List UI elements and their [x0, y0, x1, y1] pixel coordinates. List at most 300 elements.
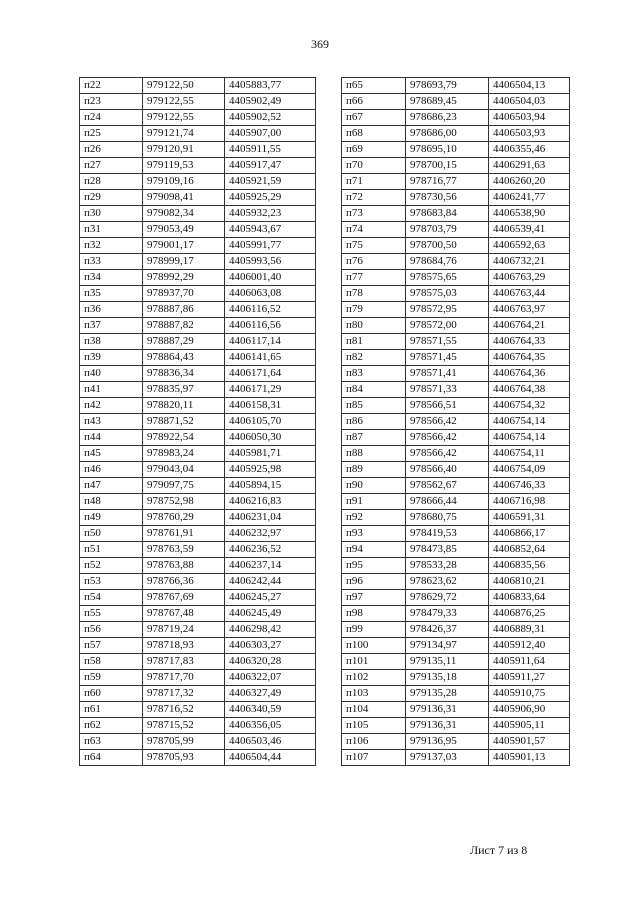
point-id-cell: п81 [342, 334, 406, 350]
x-coordinate-cell: 978717,70 [143, 670, 225, 686]
point-id-cell: п55 [80, 606, 143, 622]
y-coordinate-cell: 4405921,59 [225, 174, 316, 190]
point-id-cell: п34 [80, 270, 143, 286]
point-id-cell: п64 [80, 750, 143, 766]
y-coordinate-cell: 4406764,38 [489, 382, 570, 398]
table-row [80, 398, 316, 414]
x-coordinate-cell: 978703,79 [406, 222, 489, 238]
point-id-cell: п97 [342, 590, 406, 606]
y-coordinate-cell: 4406245,49 [225, 606, 316, 622]
point-id-cell: п77 [342, 270, 406, 286]
y-coordinate-cell: 4406866,17 [489, 526, 570, 542]
x-coordinate-cell: 978566,42 [406, 446, 489, 462]
point-id-cell: п59 [80, 670, 143, 686]
table-row [342, 606, 570, 622]
y-coordinate-cell: 4405902,52 [225, 110, 316, 126]
table-row [342, 110, 570, 126]
y-coordinate-cell: 4406141,65 [225, 350, 316, 366]
y-coordinate-cell: 4406171,29 [225, 382, 316, 398]
table-row [342, 734, 570, 750]
x-coordinate-cell: 979109,16 [143, 174, 225, 190]
x-coordinate-cell: 978835,97 [143, 382, 225, 398]
x-coordinate-cell: 978820,11 [143, 398, 225, 414]
point-id-cell: п31 [80, 222, 143, 238]
table-row [80, 238, 316, 254]
y-coordinate-cell: 4406356,05 [225, 718, 316, 734]
table-row [342, 622, 570, 638]
table-row [342, 78, 570, 94]
x-coordinate-cell: 978629,72 [406, 590, 489, 606]
x-coordinate-cell: 978705,99 [143, 734, 225, 750]
point-id-cell: п58 [80, 654, 143, 670]
page-number: 369 [311, 37, 329, 51]
point-id-cell: п107 [342, 750, 406, 766]
point-id-cell: п99 [342, 622, 406, 638]
y-coordinate-cell: 4405894,15 [225, 478, 316, 494]
y-coordinate-cell: 4405902,49 [225, 94, 316, 110]
x-coordinate-cell: 978922,54 [143, 430, 225, 446]
point-id-cell: п61 [80, 702, 143, 718]
point-id-cell: п92 [342, 510, 406, 526]
x-coordinate-cell: 978695,10 [406, 142, 489, 158]
point-id-cell: п56 [80, 622, 143, 638]
x-coordinate-cell: 979122,55 [143, 110, 225, 126]
table-row [80, 110, 316, 126]
x-coordinate-cell: 978871,52 [143, 414, 225, 430]
table-row [80, 414, 316, 430]
y-coordinate-cell: 4405925,29 [225, 190, 316, 206]
point-id-cell: п50 [80, 526, 143, 542]
table-row [80, 94, 316, 110]
x-coordinate-cell: 978683,84 [406, 206, 489, 222]
y-coordinate-cell: 4406763,97 [489, 302, 570, 318]
x-coordinate-cell: 978479,33 [406, 606, 489, 622]
table-row [342, 366, 570, 382]
point-id-cell: п101 [342, 654, 406, 670]
point-id-cell: п73 [342, 206, 406, 222]
point-id-cell: п30 [80, 206, 143, 222]
x-coordinate-cell: 979120,91 [143, 142, 225, 158]
y-coordinate-cell: 4406746,33 [489, 478, 570, 494]
point-id-cell: п40 [80, 366, 143, 382]
y-coordinate-cell: 4406116,56 [225, 318, 316, 334]
point-id-cell: п67 [342, 110, 406, 126]
table-row [80, 430, 316, 446]
y-coordinate-cell: 4406764,36 [489, 366, 570, 382]
point-id-cell: п82 [342, 350, 406, 366]
point-id-cell: п57 [80, 638, 143, 654]
y-coordinate-cell: 4405910,75 [489, 686, 570, 702]
table-row [342, 270, 570, 286]
point-id-cell: п33 [80, 254, 143, 270]
point-id-cell: п44 [80, 430, 143, 446]
table-row [342, 638, 570, 654]
y-coordinate-cell: 4405911,55 [225, 142, 316, 158]
x-coordinate-cell: 979136,31 [406, 702, 489, 718]
y-coordinate-cell: 4406298,42 [225, 622, 316, 638]
y-coordinate-cell: 4406001,40 [225, 270, 316, 286]
table-row [80, 526, 316, 542]
y-coordinate-cell: 4406355,46 [489, 142, 570, 158]
x-coordinate-cell: 979097,75 [143, 478, 225, 494]
table-row [80, 382, 316, 398]
table-row [342, 126, 570, 142]
point-id-cell: п93 [342, 526, 406, 542]
x-coordinate-cell: 978572,95 [406, 302, 489, 318]
table-row [80, 590, 316, 606]
point-id-cell: п39 [80, 350, 143, 366]
point-id-cell: п35 [80, 286, 143, 302]
table-row [342, 398, 570, 414]
point-id-cell: п106 [342, 734, 406, 750]
table-row [342, 430, 570, 446]
coordinates-table-left [79, 77, 316, 766]
x-coordinate-cell: 978999,17 [143, 254, 225, 270]
x-coordinate-cell: 979135,11 [406, 654, 489, 670]
table-row [342, 510, 570, 526]
y-coordinate-cell: 4406236,52 [225, 542, 316, 558]
point-id-cell: п65 [342, 78, 406, 94]
x-coordinate-cell: 979121,74 [143, 126, 225, 142]
y-coordinate-cell: 4406764,21 [489, 318, 570, 334]
y-coordinate-cell: 4405901,13 [489, 750, 570, 766]
x-coordinate-cell: 978666,44 [406, 494, 489, 510]
point-id-cell: п83 [342, 366, 406, 382]
x-coordinate-cell: 978716,77 [406, 174, 489, 190]
point-id-cell: п80 [342, 318, 406, 334]
point-id-cell: п22 [80, 78, 143, 94]
point-id-cell: п29 [80, 190, 143, 206]
y-coordinate-cell: 4405911,27 [489, 670, 570, 686]
table-row [342, 334, 570, 350]
table-row [80, 446, 316, 462]
y-coordinate-cell: 4406764,33 [489, 334, 570, 350]
y-coordinate-cell: 4406876,25 [489, 606, 570, 622]
x-coordinate-cell: 978763,59 [143, 542, 225, 558]
x-coordinate-cell: 979136,31 [406, 718, 489, 734]
point-id-cell: п96 [342, 574, 406, 590]
x-coordinate-cell: 978887,29 [143, 334, 225, 350]
table-row [342, 590, 570, 606]
table-row [80, 78, 316, 94]
point-id-cell: п38 [80, 334, 143, 350]
point-id-cell: п74 [342, 222, 406, 238]
x-coordinate-cell: 978571,55 [406, 334, 489, 350]
table-row [342, 670, 570, 686]
y-coordinate-cell: 4406503,46 [225, 734, 316, 750]
table-row [342, 318, 570, 334]
point-id-cell: п49 [80, 510, 143, 526]
x-coordinate-cell: 979135,18 [406, 670, 489, 686]
point-id-cell: п42 [80, 398, 143, 414]
point-id-cell: п48 [80, 494, 143, 510]
x-coordinate-cell: 978566,40 [406, 462, 489, 478]
y-coordinate-cell: 4406050,30 [225, 430, 316, 446]
point-id-cell: п41 [80, 382, 143, 398]
x-coordinate-cell: 978686,00 [406, 126, 489, 142]
table-row [80, 318, 316, 334]
coordinates-table-right [341, 77, 570, 766]
x-coordinate-cell: 978715,52 [143, 718, 225, 734]
y-coordinate-cell: 4406291,63 [489, 158, 570, 174]
x-coordinate-cell: 978623,62 [406, 574, 489, 590]
x-coordinate-cell: 978426,37 [406, 622, 489, 638]
table-row [80, 494, 316, 510]
x-coordinate-cell: 978983,24 [143, 446, 225, 462]
y-coordinate-cell: 4405883,77 [225, 78, 316, 94]
y-coordinate-cell: 4406063,08 [225, 286, 316, 302]
y-coordinate-cell: 4406764,35 [489, 350, 570, 366]
y-coordinate-cell: 4406245,27 [225, 590, 316, 606]
point-id-cell: п104 [342, 702, 406, 718]
point-id-cell: п79 [342, 302, 406, 318]
x-coordinate-cell: 978763,88 [143, 558, 225, 574]
point-id-cell: п76 [342, 254, 406, 270]
point-id-cell: п43 [80, 414, 143, 430]
x-coordinate-cell: 978937,70 [143, 286, 225, 302]
y-coordinate-cell: 4406158,31 [225, 398, 316, 414]
table-row [80, 302, 316, 318]
x-coordinate-cell: 978864,43 [143, 350, 225, 366]
point-id-cell: п85 [342, 398, 406, 414]
x-coordinate-cell: 978693,79 [406, 78, 489, 94]
table-row [342, 558, 570, 574]
x-coordinate-cell: 978760,29 [143, 510, 225, 526]
table-row [342, 718, 570, 734]
point-id-cell: п100 [342, 638, 406, 654]
y-coordinate-cell: 4406538,90 [489, 206, 570, 222]
x-coordinate-cell: 978767,69 [143, 590, 225, 606]
table-row [342, 382, 570, 398]
table-row [80, 270, 316, 286]
point-id-cell: п72 [342, 190, 406, 206]
x-coordinate-cell: 978571,41 [406, 366, 489, 382]
table-row [342, 750, 570, 766]
table-row [342, 206, 570, 222]
x-coordinate-cell: 979136,95 [406, 734, 489, 750]
point-id-cell: п63 [80, 734, 143, 750]
y-coordinate-cell: 4406754,11 [489, 446, 570, 462]
x-coordinate-cell: 978705,93 [143, 750, 225, 766]
x-coordinate-cell: 979053,49 [143, 222, 225, 238]
y-coordinate-cell: 4406835,56 [489, 558, 570, 574]
y-coordinate-cell: 4406504,44 [225, 750, 316, 766]
x-coordinate-cell: 978766,36 [143, 574, 225, 590]
y-coordinate-cell: 4406504,03 [489, 94, 570, 110]
y-coordinate-cell: 4406810,21 [489, 574, 570, 590]
x-coordinate-cell: 979135,28 [406, 686, 489, 702]
point-id-cell: п60 [80, 686, 143, 702]
y-coordinate-cell: 4406303,27 [225, 638, 316, 654]
point-id-cell: п90 [342, 478, 406, 494]
y-coordinate-cell: 4406260,20 [489, 174, 570, 190]
point-id-cell: п54 [80, 590, 143, 606]
sheet-footer: Лист 7 из 8 [470, 843, 528, 857]
point-id-cell: п28 [80, 174, 143, 190]
point-id-cell: п25 [80, 126, 143, 142]
y-coordinate-cell: 4405906,90 [489, 702, 570, 718]
point-id-cell: п70 [342, 158, 406, 174]
point-id-cell: п36 [80, 302, 143, 318]
point-id-cell: п98 [342, 606, 406, 622]
point-id-cell: п68 [342, 126, 406, 142]
table-row [342, 654, 570, 670]
table-row [80, 510, 316, 526]
x-coordinate-cell: 978575,65 [406, 270, 489, 286]
y-coordinate-cell: 4405943,67 [225, 222, 316, 238]
table-row [342, 462, 570, 478]
table-row [342, 446, 570, 462]
table-row [342, 254, 570, 270]
point-id-cell: п78 [342, 286, 406, 302]
table-row [80, 702, 316, 718]
table-row [80, 334, 316, 350]
point-id-cell: п89 [342, 462, 406, 478]
table-row [342, 526, 570, 542]
point-id-cell: п86 [342, 414, 406, 430]
y-coordinate-cell: 4406754,32 [489, 398, 570, 414]
table-row [80, 670, 316, 686]
table-row [80, 350, 316, 366]
y-coordinate-cell: 4406763,44 [489, 286, 570, 302]
table-row [342, 542, 570, 558]
x-coordinate-cell: 978992,29 [143, 270, 225, 286]
table-row [80, 126, 316, 142]
y-coordinate-cell: 4405917,47 [225, 158, 316, 174]
x-coordinate-cell: 978752,98 [143, 494, 225, 510]
point-id-cell: п66 [342, 94, 406, 110]
table-row [80, 750, 316, 766]
table-row [80, 718, 316, 734]
y-coordinate-cell: 4406171,64 [225, 366, 316, 382]
y-coordinate-cell: 4406237,14 [225, 558, 316, 574]
point-id-cell: п32 [80, 238, 143, 254]
x-coordinate-cell: 978571,45 [406, 350, 489, 366]
x-coordinate-cell: 978680,75 [406, 510, 489, 526]
table-row [342, 478, 570, 494]
point-id-cell: п24 [80, 110, 143, 126]
x-coordinate-cell: 978767,48 [143, 606, 225, 622]
x-coordinate-cell: 979134,97 [406, 638, 489, 654]
table-row [342, 142, 570, 158]
y-coordinate-cell: 4406322,07 [225, 670, 316, 686]
x-coordinate-cell: 979137,03 [406, 750, 489, 766]
table-row [80, 222, 316, 238]
y-coordinate-cell: 4406232,97 [225, 526, 316, 542]
table-row [80, 190, 316, 206]
point-id-cell: п95 [342, 558, 406, 574]
point-id-cell: п88 [342, 446, 406, 462]
table-row [80, 654, 316, 670]
point-id-cell: п47 [80, 478, 143, 494]
y-coordinate-cell: 4406340,59 [225, 702, 316, 718]
y-coordinate-cell: 4406592,63 [489, 238, 570, 254]
x-coordinate-cell: 978730,56 [406, 190, 489, 206]
y-coordinate-cell: 4405993,56 [225, 254, 316, 270]
point-id-cell: п51 [80, 542, 143, 558]
x-coordinate-cell: 978719,24 [143, 622, 225, 638]
table-row [80, 142, 316, 158]
point-id-cell: п62 [80, 718, 143, 734]
x-coordinate-cell: 978700,15 [406, 158, 489, 174]
table-row [342, 222, 570, 238]
y-coordinate-cell: 4405932,23 [225, 206, 316, 222]
point-id-cell: п69 [342, 142, 406, 158]
y-coordinate-cell: 4406763,29 [489, 270, 570, 286]
point-id-cell: п84 [342, 382, 406, 398]
y-coordinate-cell: 4405907,00 [225, 126, 316, 142]
table-row [80, 174, 316, 190]
table-row [80, 462, 316, 478]
y-coordinate-cell: 4406716,98 [489, 494, 570, 510]
point-id-cell: п71 [342, 174, 406, 190]
x-coordinate-cell: 978836,34 [143, 366, 225, 382]
x-coordinate-cell: 979082,34 [143, 206, 225, 222]
point-id-cell: п46 [80, 462, 143, 478]
x-coordinate-cell: 978686,23 [406, 110, 489, 126]
y-coordinate-cell: 4406539,41 [489, 222, 570, 238]
y-coordinate-cell: 4405911,64 [489, 654, 570, 670]
y-coordinate-cell: 4406320,28 [225, 654, 316, 670]
x-coordinate-cell: 979119,53 [143, 158, 225, 174]
y-coordinate-cell: 4406117,14 [225, 334, 316, 350]
table-row [342, 238, 570, 254]
x-coordinate-cell: 978700,50 [406, 238, 489, 254]
x-coordinate-cell: 978717,83 [143, 654, 225, 670]
point-id-cell: п45 [80, 446, 143, 462]
y-coordinate-cell: 4406754,09 [489, 462, 570, 478]
table-row [80, 622, 316, 638]
table-row [342, 286, 570, 302]
table-row [80, 734, 316, 750]
table-row [80, 286, 316, 302]
table-row [342, 686, 570, 702]
x-coordinate-cell: 978575,03 [406, 286, 489, 302]
table-row [342, 94, 570, 110]
point-id-cell: п105 [342, 718, 406, 734]
point-id-cell: п94 [342, 542, 406, 558]
x-coordinate-cell: 978887,82 [143, 318, 225, 334]
table-row [80, 158, 316, 174]
point-id-cell: п26 [80, 142, 143, 158]
table-row [342, 174, 570, 190]
y-coordinate-cell: 4406504,13 [489, 78, 570, 94]
x-coordinate-cell: 978566,42 [406, 430, 489, 446]
y-coordinate-cell: 4405912,40 [489, 638, 570, 654]
y-coordinate-cell: 4405991,77 [225, 238, 316, 254]
y-coordinate-cell: 4405925,98 [225, 462, 316, 478]
y-coordinate-cell: 4406241,77 [489, 190, 570, 206]
x-coordinate-cell: 978566,42 [406, 414, 489, 430]
y-coordinate-cell: 4405905,11 [489, 718, 570, 734]
table-row [80, 206, 316, 222]
point-id-cell: п75 [342, 238, 406, 254]
y-coordinate-cell: 4405901,57 [489, 734, 570, 750]
x-coordinate-cell: 978419,53 [406, 526, 489, 542]
y-coordinate-cell: 4406216,83 [225, 494, 316, 510]
table-row [342, 190, 570, 206]
table-row [80, 606, 316, 622]
table-row [342, 414, 570, 430]
y-coordinate-cell: 4405981,71 [225, 446, 316, 462]
y-coordinate-cell: 4406116,52 [225, 302, 316, 318]
x-coordinate-cell: 978473,85 [406, 542, 489, 558]
table-row [342, 574, 570, 590]
point-id-cell: п53 [80, 574, 143, 590]
table-row [342, 494, 570, 510]
table-row [80, 478, 316, 494]
point-id-cell: п102 [342, 670, 406, 686]
